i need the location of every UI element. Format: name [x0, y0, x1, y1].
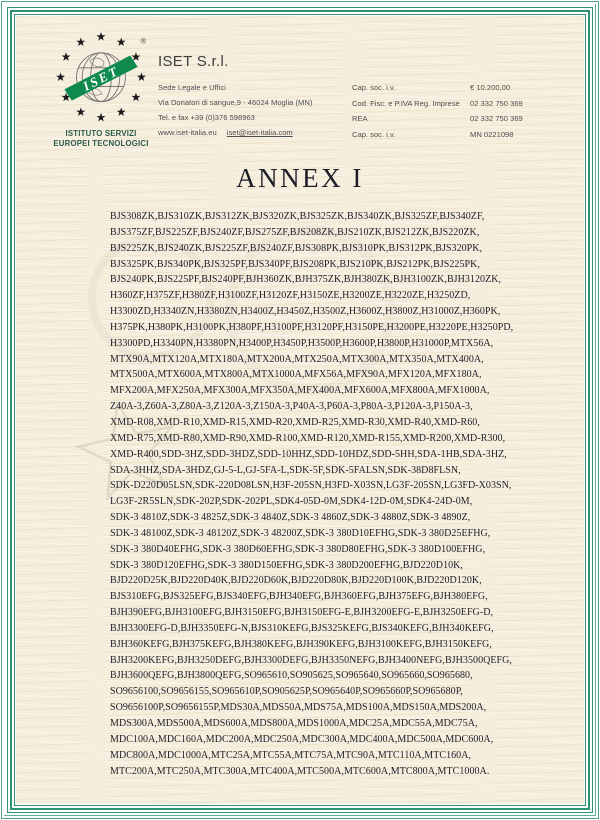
- registry-row: [352, 111, 562, 127]
- company-info-line: Via Donatori di sangue,9 - 46024 Moglia (MN): [158, 98, 313, 107]
- annex-code-line: SO9656100,SO9656155,SO965610P,SO905625P,SO965640P,SO965660P,SO965680P,: [110, 686, 463, 698]
- annex-code-line: BJS375ZF,BJS225ZF,BJS240ZF,BJS275ZF,BJS208ZK,BJS210ZK,BJS212ZK,BJS220ZK,: [110, 226, 480, 238]
- company-registry-block: [352, 80, 562, 142]
- registry-row: [352, 96, 562, 112]
- annex-code-line: H375PK,H380PK,H3100PK,H380PF,H3100PF,H3120PF,H3150PE,H3200PE,H3220PE,H3250PD,: [110, 321, 514, 333]
- registry-label: Cap. soc. i.v.: [352, 83, 396, 92]
- company-info-line: Tel. e fax +39 (0)376 598963: [158, 113, 255, 122]
- annex-code-line: MDS300A,MDS500A,MDS600A,MDS800A,MDS1000A,MDC25A,MDC55A,MDC75A,: [110, 718, 478, 729]
- annex-code-line: SDK-3 380D120EFHG,SDK-3 380D150EFHG,SDK-3 380D200EFHG,BJD220D10K,: [110, 559, 463, 571]
- registry-row: [352, 127, 562, 143]
- annex-code-line: BJH3200KEFG,BJH3250DEFG,BJH3300DEFG,BJH3350NEFG,BJH3400NEFG,BJH3500QEFG,: [110, 654, 512, 666]
- annex-code-line: BJS325PK,BJS340PK,BJS325PF,BJS340PF,BJS208PK,BJS210PK,BJS212PK,BJS225PK,: [110, 258, 480, 270]
- annex-code-line: MDC800A,MDC1000A,MTC25A,MTC55A,MTC75A,MTC90A,MTC110A,MTC160A,: [110, 749, 472, 761]
- annex-code-line: BJS308ZK,BJS310ZK,BJS312ZK,BJS320ZK,BJS325ZK,BJS340ZK,BJS325ZF,BJS340ZF,: [110, 211, 485, 222]
- globe-stars-icon: [54, 32, 148, 128]
- annex-code-line: BJH3600QEFG,BJH3800QEFG,SO965610,SO905625,SO965640,SO965660,SO965680,: [110, 670, 473, 682]
- registry-row: [352, 80, 562, 96]
- annex-title: ANNEX I: [236, 163, 364, 193]
- registry-value: 02 332 750 369: [470, 114, 523, 124]
- email-link[interactable]: iset@iset-italia.com: [226, 128, 293, 137]
- annex-code-line: MTC200A,MTC250A,MTC300A,MTC400A,MTC500A,MTC600A,MTC800A,MTC1000A.: [110, 765, 490, 777]
- organization-name: [40, 129, 162, 149]
- annex-code-line: SDK-D220D05LSN,SDK-220D08LSN,H3F-205SN,H3FD-X03SN,LG3F-205SN,LG3FD-X03SN,: [110, 480, 512, 492]
- annex-code-line: Z40A-3,Z60A-3,Z80A-3,Z120A-3,Z150A-3,P40A-3,P60A-3,P80A-3,P120A-3,P150A-3,: [110, 401, 473, 413]
- company-contact-line: [158, 125, 312, 140]
- annex-code-line: XMD-R08,XMD-R10,XMD-R15,XMD-R20,XMD-R25,XMD-R30,XMD-R40,XMD-R60,: [110, 416, 480, 428]
- company-address-block: [158, 80, 312, 140]
- annex-code-line: MTX90A,MTX120A,MTX180A,MTX200A,MTX250A,MTX300A,MTX350A,MTX400A,: [110, 353, 484, 365]
- annex-code-line: BJS225ZK,BJS240ZK,BJS225ZF,BJS240ZF,BJS308PK,BJS310PK,BJS312PK,BJS320PK,: [110, 242, 483, 254]
- annex-code-line: MTX500A,MTX600A,MTX800A,MTX1000A,MFX56A,MFX90A,MFX120A,MFX180A,: [110, 369, 482, 381]
- annex-code-line: BJH390EFG,BJH3100EFG,BJH3150EFG,BJH3150EFG-E,BJH3200EFG-E,BJH3250EFG-D,: [110, 607, 494, 619]
- annex-code-line: SDA-3HHZ,SDA-3HDZ,GJ-5-L,GJ-5FA-L,SDK-5F,SDK-5FALSN,SDK-38D8FLSN,: [110, 464, 461, 476]
- annex-code-line: SDK-3 380D40EFHG,SDK-3 380D60EFHG,SDK-3 380D80EFHG,SDK-3 380D100EFHG,: [110, 543, 486, 555]
- registry-label: Cod. Fisc. e P.IVA Reg. Imprese: [352, 98, 460, 108]
- org-name-line2: EUROPEI TECNOLOGICI: [53, 138, 149, 148]
- annex-code-line: H3300ZD,H3340ZN,H3380ZN,H3400Z,H3450Z,H3500Z,H3600Z,H3800Z,H31000Z,H360PK,: [110, 306, 501, 318]
- annex-code-line: MFX200A,MFX250A,MFX300A,MFX350A,MFX400A,MFX600A,MFX800A,MFX1000A,: [110, 385, 490, 397]
- annex-code-line: H3300PD,H3340PN,H3380PN,H3400P,H3450P,H3500P,H3600P,H3800P,H31000P,MTX56A,: [110, 337, 494, 349]
- registry-label: REA: [352, 114, 368, 124]
- annex-code-line: XMD-R400,SDD-3HZ,SDD-3HDZ,SDD-10HHZ,SDD-10HDZ,SDD-5HH,SDA-1HB,SDA-3HZ,: [110, 448, 507, 460]
- registry-value: 02 332 750 369: [470, 98, 523, 108]
- annex-code-line: LG3F-2R5SLN,SDK-202P,SDK-202PL,SDK4-05D-0M,SDK4-12D-0M,SDK4-24D-0M,: [110, 496, 473, 508]
- annex-code-line: BJH360KEFG,BJH375KEFG,BJH380KEFG,BJH390KEFG,BJH3100KEFG,BJH3150KEFG,: [110, 638, 492, 650]
- org-name-line1: ISTITUTO SERVIZI: [65, 129, 137, 138]
- company-info-line: Sede Legale e Uffici: [158, 83, 226, 92]
- registry-value: € 10.200,00: [470, 83, 511, 92]
- annex-code-list: [110, 209, 513, 779]
- annex-code-line: MDC100A,MDC160A,MDC200A,MDC250A,MDC300A,MDC400A,MDC500A,MDC600A,: [110, 733, 494, 745]
- logo-brand-text: ISET: [80, 62, 122, 94]
- annex-code-line: BJS310EFG,BJS325EFG,BJS340EFG,BJH340EFG,BJH360EFG,BJH375EFG,BJH380EFG,: [110, 591, 488, 603]
- annex-code-line: SDK-3 48100Z,SDK-3 48120Z,SDK-3 48200Z,SDK-3 380D10EFHG,SDK-3 380D25EFHG,: [110, 527, 491, 539]
- registry-value: MN 0221098: [470, 129, 514, 139]
- annex-code-line: SDK-3 4810Z,SDK-3 4825Z,SDK-3 4840Z,SDK-3 4860Z,SDK-3 4880Z,SDK-3 4890Z,: [110, 512, 471, 524]
- annex-code-line: H360ZF,H375ZF,H380ZF,H3100ZF,H3120ZF,H3150ZE,H3200ZE,H3220ZE,H3250ZD,: [110, 290, 471, 302]
- annex-code-line: BJD220D25K,BJD220D40K,BJD220D60K,BJD220D80K,BJD220D100K,BJD220D120K,: [110, 575, 482, 587]
- annex-code-line: SO9656100P,SO9656155P,MDS30A,MDS50A,MDS75A,MDS100A,MDS150A,MDS200A,: [110, 702, 487, 714]
- company-name: ISET S.r.l.: [158, 53, 229, 70]
- annex-code-line: XMD-R75,XMD-R80,XMD-R90,XMD-R100,XMD-R120,XMD-R155,XMD-R200,XMD-R300,: [110, 432, 506, 444]
- registry-label: Cap. soc. i.v.: [352, 129, 396, 139]
- registered-trademark-symbol: ®: [140, 36, 147, 46]
- annex-code-line: BJH3300EFG-D,BJH3350EFG-N,BJS310KEFG,BJS325KEFG,BJS340KEFG,BJH340KEFG,: [110, 622, 494, 634]
- iset-logo: [40, 32, 162, 149]
- annex-code-line: BJS240PK,BJS225PF,BJS240PF,BJH360ZK,BJH375ZK,BJH380ZK,BJH3100ZK,BJH3120ZK,: [110, 274, 502, 286]
- website-link[interactable]: www.iset-italia.eu: [158, 128, 217, 137]
